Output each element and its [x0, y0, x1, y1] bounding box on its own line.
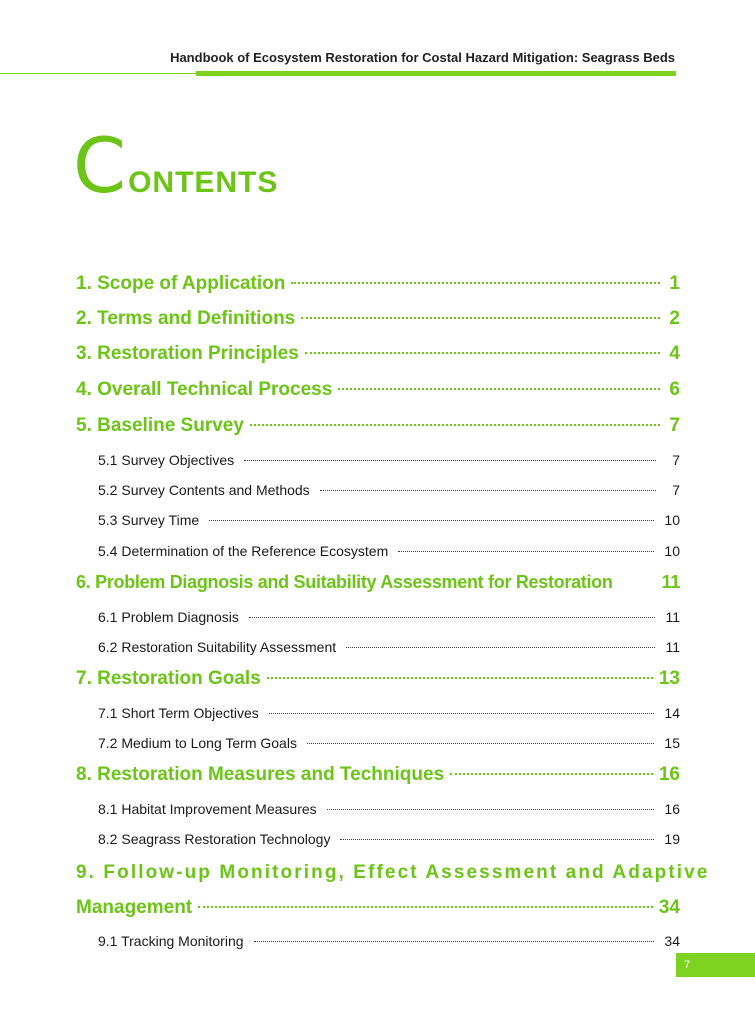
toc-entry[interactable]	[76, 343, 680, 365]
toc-page: 6	[669, 379, 680, 400]
toc-page: 7	[672, 482, 680, 498]
toc-label: 6. Problem Diagnosis and Suitability Assessment for Restoration	[76, 572, 613, 592]
toc-subentry[interactable]	[98, 831, 680, 847]
toc-subentry[interactable]	[98, 639, 680, 655]
toc-leader	[209, 520, 654, 521]
toc-label: 5. Baseline Survey	[76, 415, 244, 436]
toc-page: 16	[664, 801, 680, 817]
toc-subentry[interactable]	[98, 543, 680, 559]
toc-label: 7. Restoration Goals	[76, 668, 261, 689]
toc-leader	[398, 551, 654, 552]
toc-label: Management	[76, 897, 193, 918]
toc-subentry[interactable]	[98, 933, 680, 949]
toc-entry[interactable]	[76, 764, 680, 786]
toc-leader	[249, 617, 656, 618]
toc-entry[interactable]	[76, 273, 680, 295]
toc-label: 5.4 Determination of the Reference Ecosystem	[98, 543, 389, 559]
toc-leader	[254, 941, 655, 942]
title-rest: ONTENTS	[128, 166, 279, 199]
toc-leader	[291, 282, 660, 284]
toc-entry[interactable]	[76, 379, 680, 401]
toc-page: 16	[658, 764, 680, 785]
toc-entry[interactable]	[76, 572, 680, 593]
toc-subentry[interactable]	[98, 452, 680, 468]
header-rule-thick	[196, 71, 676, 76]
toc-subentry[interactable]	[98, 482, 680, 498]
toc-leader	[450, 773, 653, 775]
toc-page: 34	[658, 897, 680, 918]
toc-label: 6.2 Restoration Suitability Assessment	[98, 639, 337, 655]
toc-leader	[244, 460, 656, 461]
toc-entry[interactable]	[76, 415, 680, 437]
toc-page: 10	[664, 543, 680, 559]
toc-page: 7	[669, 415, 680, 436]
toc-page: 11	[661, 572, 680, 592]
page-number-badge: 7	[676, 953, 755, 977]
toc-subentry[interactable]	[98, 609, 680, 625]
toc-page: 10	[664, 512, 680, 528]
toc-label: 6.1 Problem Diagnosis	[98, 609, 239, 625]
toc-leader	[250, 424, 660, 426]
toc-label: 5.2 Survey Contents and Methods	[98, 482, 310, 498]
page-title	[73, 121, 279, 210]
header-rule-thin	[0, 73, 196, 74]
toc-label: 4. Overall Technical Process	[76, 379, 333, 400]
toc-label: 8.2 Seagrass Restoration Technology	[98, 831, 331, 847]
toc-leader	[198, 906, 653, 908]
toc-label: 7.2 Medium to Long Term Goals	[98, 735, 297, 751]
toc-page: 15	[664, 735, 680, 751]
toc-page: 7	[672, 452, 680, 468]
toc-entry[interactable]	[76, 308, 680, 330]
toc-page: 11	[665, 639, 680, 655]
toc-leader	[338, 388, 660, 390]
toc-leader	[346, 647, 655, 648]
toc-entry[interactable]	[76, 897, 680, 919]
running-header: Handbook of Ecosystem Restoration for Costal Hazard Mitigation: Seagrass Beds	[170, 50, 675, 65]
title-initial: C	[73, 121, 127, 210]
toc-leader	[301, 317, 660, 319]
toc-page: 11	[665, 609, 680, 625]
toc-page: 34	[664, 933, 680, 949]
toc-page: 4	[669, 343, 680, 364]
toc-label: 2. Terms and Definitions	[76, 308, 296, 329]
toc-page: 19	[664, 831, 680, 847]
toc-label: 8.1 Habitat Improvement Measures	[98, 801, 317, 817]
toc-page: 14	[664, 705, 680, 721]
toc-page: 1	[669, 273, 680, 294]
toc-label: 1. Scope of Application	[76, 273, 286, 294]
toc-subentry[interactable]	[98, 801, 680, 817]
toc-label: 5.3 Survey Time	[98, 512, 200, 528]
toc-label: 5.1 Survey Objectives	[98, 452, 235, 468]
toc-page: 13	[658, 668, 680, 689]
toc-entry[interactable]	[76, 668, 680, 690]
toc-leader	[327, 809, 655, 810]
toc-leader	[305, 352, 660, 354]
toc-leader	[340, 839, 654, 840]
toc-leader	[307, 743, 654, 744]
toc-subentry[interactable]	[98, 512, 680, 528]
toc-subentry[interactable]	[98, 735, 680, 751]
toc-label: 3. Restoration Principles	[76, 343, 299, 364]
toc-page: 2	[669, 308, 680, 329]
toc-entry-wrapped-line1[interactable]: 9. Follow-up Monitoring, Effect Assessment and Adaptive	[76, 862, 710, 883]
toc-leader	[269, 713, 655, 714]
toc-subentry[interactable]	[98, 705, 680, 721]
toc-leader	[320, 490, 656, 491]
toc-leader	[267, 677, 653, 679]
toc-label: 7.1 Short Term Objectives	[98, 705, 259, 721]
toc-label: 8. Restoration Measures and Techniques	[76, 764, 445, 785]
toc-label: 9.1 Tracking Monitoring	[98, 933, 244, 949]
